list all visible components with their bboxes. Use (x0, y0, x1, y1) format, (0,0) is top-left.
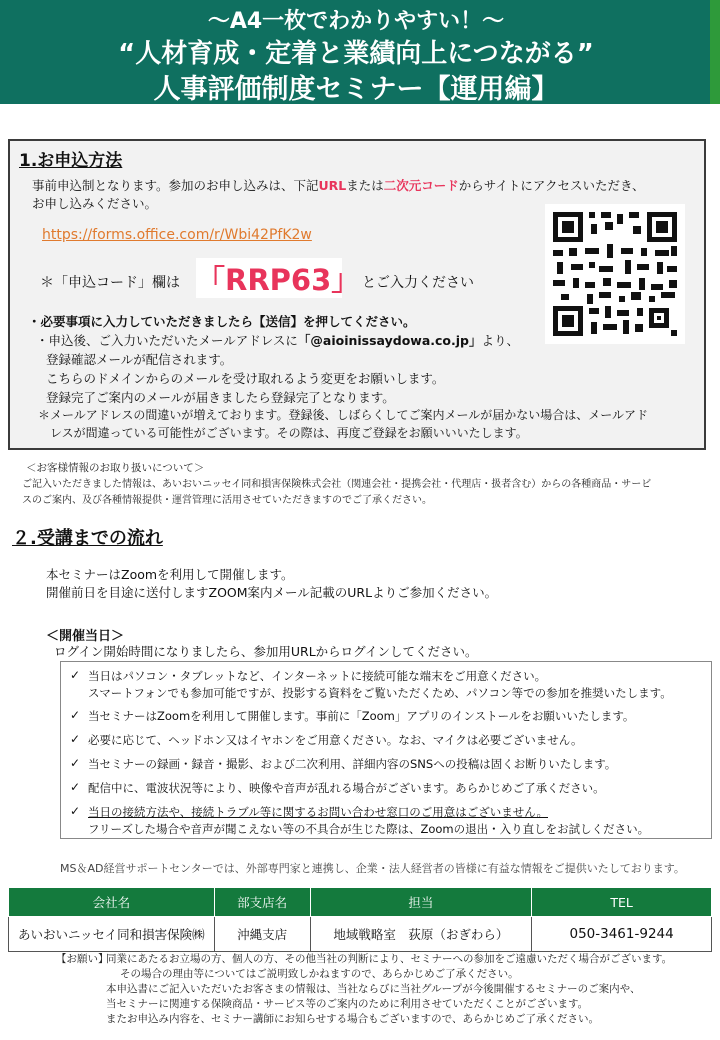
header-tagline: “人材育成・定着と業績向上につながる” (118, 39, 594, 69)
footer-line2: その場合の理由等についてはご説明致しかねますので、あらかじめご了承ください。 (120, 968, 519, 980)
contact-table (8, 887, 712, 952)
checklist-item: 当セミナーはZoomを利用して開催します。事前に「Zoom」アプリのインストールをお願いいたします。 (88, 709, 635, 723)
table-header-row (9, 888, 712, 917)
checklist-item: 当日はパソコン・タブレットなど、インターネットに接続可能な端末をご用意ください。 (88, 669, 547, 683)
event-day-title: ＜開催当日＞ (46, 629, 125, 644)
privacy-line2: スのご案内、及び各種情報提供・運営管理に活用させていただきますのでご了承ください。 (22, 495, 432, 506)
table-cell: 地域戦略室 荻原（おぎわら） (310, 917, 532, 952)
check-icon: ✓ (70, 756, 81, 770)
flow-para2: 開催前日を目途に送付しますZOOM案内メール記載のURLよりご参加ください。 (46, 585, 498, 600)
warning-line2: レスが間違っている可能性がございます。その際は、再度ご登録をお願いいいたします。 (50, 426, 528, 440)
table-row (9, 917, 712, 952)
check-icon: ✓ (70, 732, 81, 746)
checklist-item: 必要に応じて、ヘッドホン又はイヤホンをご用意ください。なお、マイクは必要ございません。 (88, 733, 583, 747)
checklist-item: スマートフォンでも参加可能ですが、投影する資料をご覧いただくため、パソコン等での参加を推奨いたします。 (88, 686, 672, 700)
footer-line4: 当セミナーに関連する保険商品・サービス等のご案内のために利用させていただくことがございます。 (106, 998, 589, 1010)
apply-intro-line1: 事前申込制となります。参加のお申し込みは、下記URLまたは二次元コードからサイトにアクセスいただき、 (32, 178, 645, 193)
after-apply-line2: 登録確認メールが配信されます。 (46, 352, 233, 367)
qr-code-icon (545, 204, 685, 344)
apply-section-title: 1.お申込方法 (19, 151, 123, 171)
code-suffix: とご入力ください (362, 275, 474, 291)
check-icon: ✓ (70, 804, 81, 818)
table-cell: あいおいニッセイ同和損害保険㈱ (9, 917, 215, 952)
apply-intro-line2: お申し込みください。 (32, 196, 158, 211)
check-icon: ✓ (70, 708, 81, 722)
footer-line1: 同業にあたるお立場の方、個人の方、その他当社の判断により、セミナーへの参加をご遠慮いただく場合がございます。 (106, 953, 673, 965)
flow-para1: 本セミナーはZoomを利用して開催します。 (46, 567, 294, 582)
after-apply-line1: ・申込後、ご入力いただいたメールアドレスに「@aioinissaydowa.co.jp」より、 (36, 333, 520, 348)
code-prefix: ＊「申込コード」欄は (40, 275, 180, 291)
table-header-cell: 会社名 (9, 888, 215, 917)
table-cell: 050-3461-9244 (532, 917, 712, 952)
application-code: 「RRP63」 (196, 263, 361, 297)
privacy-title: ＜お客様情報のお取り扱いについて＞ (26, 462, 205, 474)
warning-line1: ＊メールアドレスの間違いが増えております。登録後、しばらくしてご案内メールが届かない場合は、メールアド (38, 408, 648, 422)
page-title: 人事評価制度セミナー【運用編】 (153, 74, 559, 105)
footer-line3: 本申込書にご記入いただいたお客さまの情報は、当社ならびに当社グループが今後開催するセミナーのご案内や、 (106, 983, 641, 995)
submit-instruction: ・必要事項に入力していただきましたら【送信】を押してください。 (28, 314, 416, 329)
table-cell: 沖縄支店 (214, 917, 310, 952)
footer-line5: またお申込み内容を、セミナー講師にお知らせする場合もございますので、あらかじめご了承ください。 (106, 1013, 599, 1025)
application-url-link[interactable]: https://forms.office.com/r/Wbi42PfK2w (42, 227, 312, 243)
qr-code[interactable] (545, 204, 685, 344)
checklist-item: 当日の接続方法や、接続トラブル等に関するお問い合わせ窓口のご用意はございません。 (88, 805, 548, 819)
checklist-item: フリーズした場合や音声が聞こえない等の不具合が生じた際は、Zoomの退出・入り直しをお試しください。 (88, 822, 650, 836)
flow-section-title: ２.受講までの流れ (12, 528, 163, 549)
checklist-item: 配信中に、電波状況等により、映像や音声が乱れる場合がございます。あらかじめご了承ください。 (88, 781, 605, 795)
support-center-line: MS＆AD経営サポートセンターでは、外部専門家と連携し、企業・法人経営者の皆様に有益な情報をご提供いたしております。 (60, 862, 685, 875)
table-header-cell: 部支店名 (214, 888, 310, 917)
check-icon: ✓ (70, 668, 81, 682)
page-header (0, 0, 720, 104)
check-icon: ✓ (70, 780, 81, 794)
table-header-cell: 担当 (310, 888, 532, 917)
header-subtitle: ～A4一枚でわかりやすい！～ (207, 9, 505, 34)
privacy-line1: ご記入いただきました情報は、あいおいニッセイ同和損害保険株式会社（関連会社・提携会社・代理店・扱者含む）からの各種商品・サービ (22, 479, 652, 490)
table-header-cell: TEL (532, 888, 712, 917)
footer-label: 【お願い】 (56, 953, 109, 965)
after-apply-line4: 登録完了ご案内のメールが届きましたら登録完了となります。 (46, 390, 395, 405)
checklist-item: 当セミナーの録画・録音・撮影、および二次利用、詳細内容のSNSへの投稿は固くお断りいたします。 (88, 757, 617, 771)
after-apply-line3: こちらのドメインからのメールを受け取れるよう変更をお願いします。 (46, 371, 445, 386)
event-day-text: ログイン開始時間になりましたら、参加用URLからログインしてください。 (54, 644, 478, 659)
